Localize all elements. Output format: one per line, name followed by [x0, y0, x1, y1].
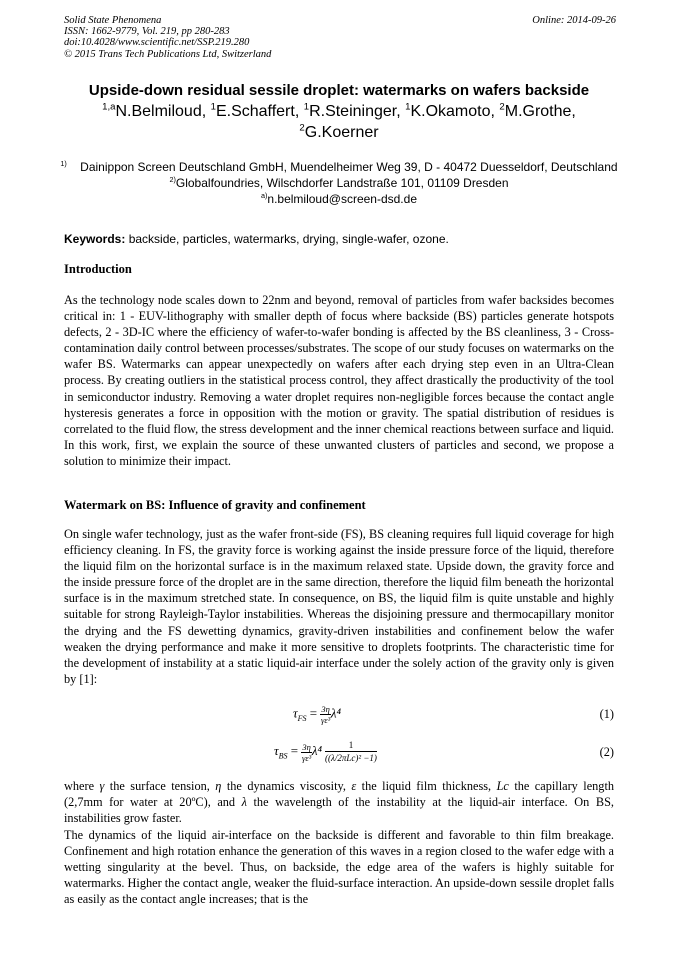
where-text: the dynamics viscosity, — [221, 779, 352, 793]
eq2-big-den: ((λ/2πLc)² −1) — [325, 753, 377, 763]
author-sup: 1 — [405, 101, 411, 113]
author-email — [60, 191, 618, 207]
eq2-lambda: λ⁴ — [311, 742, 323, 758]
eq1-equals: = — [306, 705, 321, 721]
author-name: E.Schaffert, — [215, 103, 304, 120]
symbol-gamma: γ — [99, 779, 105, 793]
section-heading-watermark: Watermark on BS: Influence of gravity and confinement — [64, 498, 366, 512]
issn-line: ISSN: 1662-9779, Vol. 219, pp 280-283 — [64, 26, 230, 38]
equation-1-body — [293, 704, 341, 725]
eq1-lambda: λ⁴ — [330, 705, 342, 721]
eq2-big-fraction — [325, 740, 377, 764]
eq2-sub: BS — [278, 751, 288, 761]
where-text: the liquid film thickness, — [356, 779, 497, 793]
affiliation-text: Dainippon Screen Deutschland GmbH, Muendelheimer Weg 39, D - 40472 Duesseldorf, Deutschland — [80, 160, 618, 174]
eq2-big-num: 1 — [325, 740, 377, 752]
eq1-num: 3η — [321, 704, 330, 714]
author-name: R.Steininger, — [309, 103, 406, 120]
author-sup: 1 — [303, 101, 310, 113]
journal-name: Solid State Phenomena — [64, 15, 162, 26]
author-sup: 1 — [210, 101, 216, 113]
author-name: M.Grothe, — [504, 103, 576, 120]
author-sup: 1,a — [102, 101, 116, 113]
eq1-fraction — [320, 704, 330, 725]
eq2-tau: τ — [274, 742, 279, 758]
section-heading-introduction: Introduction — [64, 262, 132, 276]
author-sup: 2 — [499, 101, 505, 113]
copyright-line: © 2015 Trans Tech Publications Ltd, Switzerland — [64, 48, 272, 60]
author-list — [60, 101, 618, 143]
symbol-eta: η — [215, 779, 222, 793]
keywords — [64, 232, 619, 246]
intro-paragraph: As the technology node scales down to 22nm and beyond, removal of particles from wafer backsides becomes critical in: 1 - EUV-lithography with smaller depth of focus where backside (BS) particles generate hotspots defects, 2 - 3D-IC where the efficiency of wafer-to-wafer bonding is affected by the BS cleanliness, 3 - Cross-contamination daily control between processes/substrates. The scope of our study focuses on watermarks on the wafer BS. Watermarks can appear unexpectedly on wafers after each drying step even in an Ultra-Clean process. By creating outliers in the statistical process control, they affect drastically the productivity of the tool in semiconductor industry. Removing a water droplet requires non-negligible forces because the contact angle hysteresis generates a force in opposition with the motion or gravity. The spatial distribution of residues is correlated to the fluid flow, the stress development and the inner chemical reactions between surface and liquid. In this work, first, we explain the source of these unwanted clusters of particles and second, we propose a solution to minimize their impact. — [64, 293, 614, 468]
where-text: the capillary length (2,7mm for water at 20ºC), and — [64, 779, 615, 810]
affiliation-2 — [60, 175, 618, 191]
affiliation-text: Globalfoundries, Wilschdorfer Landstraße 101, 01109 Dresden — [175, 176, 509, 190]
doi-line: doi:10.4028/www.scientific.net/SSP.219.280 — [64, 37, 250, 49]
watermark-paragraph: On single wafer technology, just as the wafer front-side (FS), BS cleaning requires full liquid coverage for high efficiency cleaning. In FS, the gravity force is working against the inside pressure force of the liquid, therefore the liquid film on the horizontal surface is in the maximum relaxed state. Upside down, the gravity force and the inside pressure force of the droplet are in the same direction, therefore the liquid film beneath the horizontal surface is in the maximum stretched state. In consequence, on BS, the liquid film is quite unstable and highly suitable for strong Rayleigh-Taylor instabilities. Whereas the disjoining pressure and thermocapillary monitor the drying and the FS dewetting dynamics, gravity-driven instabilities and confinement below the wafer weaken the drying performance and make it more sensitive to droplets footprints. The characteristic time for the development of instability at a static liquid-air interface under the solely action of the gravity only is given by [1]: — [64, 527, 614, 686]
author-sup: 2 — [299, 122, 305, 134]
affiliation-1 — [60, 159, 618, 175]
keywords-label: Keywords: — [64, 232, 126, 246]
email-sup: a) — [260, 191, 268, 200]
where-text: where — [64, 779, 100, 793]
symbol-epsilon: ε — [351, 779, 357, 793]
online-date: Online: 2014-09-26 — [532, 15, 616, 26]
journal-header — [64, 15, 271, 60]
email-text: n.belmiloud@screen-dsd.de — [267, 192, 417, 206]
eq2-num: 3η — [302, 741, 311, 752]
where-text: the surface tension, — [104, 779, 216, 793]
dynamics-paragraph: The dynamics of the liquid air-interface on the backside is different and favorable to thin film breakage. Confinement and high rotation enhance the generation of this waves in a region closed to the wafer edge with a wetting singularity at the bevel. Thus, on backside, the edge area of the wafers is highly suitable for watermarks. Higher the contact angle, weaker the fluid-surface interaction. An upside-down sessile droplet falls as easily as the contact angle increases; that is the — [64, 828, 614, 907]
eq1-tau: τ — [293, 705, 298, 721]
eq1-sub: FS — [297, 714, 307, 724]
eq2-equals: = — [287, 742, 302, 758]
paper-title: Upside-down residual sessile droplet: watermarks on wafers backside — [88, 82, 590, 99]
equation-2-body — [274, 740, 377, 764]
author-name: N.Belmiloud, — [115, 103, 211, 120]
where-text: the wavelength of the instability at the liquid-air interface. On BS, instabilities grow faster. — [64, 795, 614, 826]
eq1-den: γε³ — [321, 715, 331, 725]
symbol-lc: Lc — [496, 779, 509, 793]
affiliations — [60, 159, 618, 207]
affiliation-sup: 1) — [60, 159, 67, 168]
keywords-text: backside, particles, watermarks, drying, single-wafer, ozone. — [125, 232, 449, 246]
where-paragraph — [64, 778, 614, 826]
equation-2 — [64, 740, 614, 778]
eq2-den: γε³ — [302, 752, 312, 763]
author-name: K.Okamoto, — [410, 103, 500, 120]
affiliation-sup: 2) — [169, 175, 176, 184]
equation-1 — [64, 704, 614, 730]
author-name: G.Koerner — [304, 124, 379, 141]
equation-2-number: (2) — [599, 745, 614, 759]
eq2-fraction — [301, 742, 311, 763]
symbol-lambda: λ — [241, 795, 247, 810]
equation-1-number: (1) — [599, 707, 614, 721]
